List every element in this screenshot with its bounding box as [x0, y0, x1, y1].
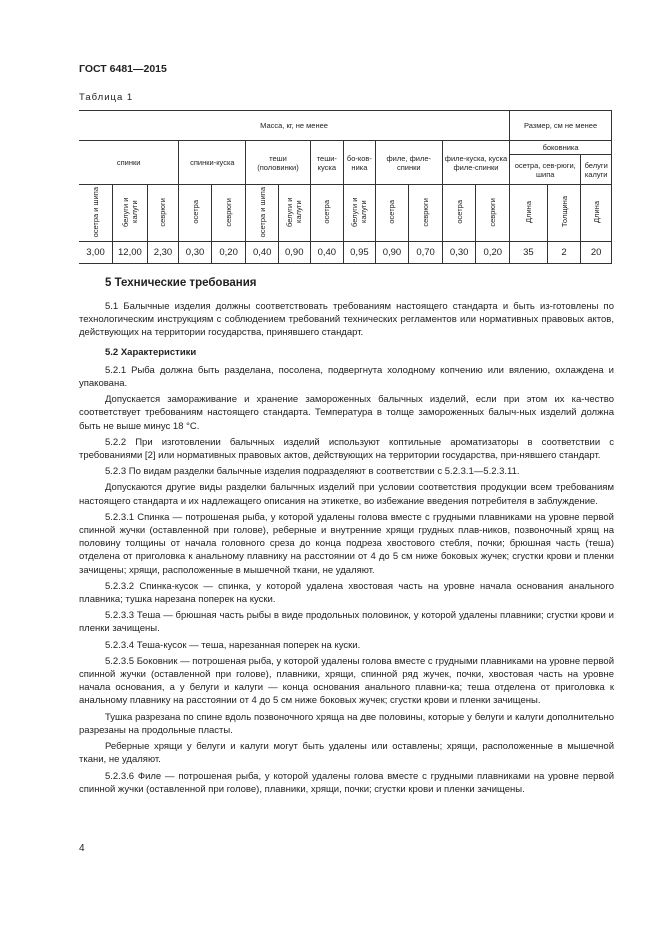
sub-header: белуги и калуги: [113, 185, 148, 242]
table-cell: 0,30: [442, 242, 476, 264]
paragraph: 5.2.3.4 Теша-кусок — теша, нарезанная поперек на куски.: [105, 639, 361, 651]
paragraph: Реберные хрящи у белуги и калуги могут быть удалены или оставлены; хрящи, расположенные в мышечной ткани, не удаляют.: [79, 741, 614, 766]
paragraph: Допускается замораживание и хранение замороженных балычных изделий, если при этом их ка-чество соответствует требованиям настоящего стандарта. Температура в толще замороженных балыч-ных изделий должна быть не выше минус 18 °С.: [79, 394, 614, 432]
table-cell: 0,90: [375, 242, 409, 264]
paragraph: 5.2.1 Рыба должна быть разделана, посолена, подвергнута холодному копчению или вялению, охлаждена и упакована.: [79, 364, 614, 390]
data-table: [79, 110, 612, 264]
sub-header: Длина: [581, 185, 612, 242]
group-teshi: теши (половинки): [246, 141, 310, 185]
table-cell: 35: [510, 242, 548, 264]
sub-header: Длина: [510, 185, 548, 242]
sub-header: севрюги: [409, 185, 443, 242]
size-header: Размер, см не менее: [510, 111, 612, 141]
bokovnik-header: боковника: [510, 141, 612, 155]
document-header: ГОСТ 6481—2015: [79, 63, 167, 75]
sub-header: белуги и калуги: [278, 185, 310, 242]
group-spinki-kuska: спинки-куска: [179, 141, 246, 185]
group-teshi-kuska: теши-куска: [310, 141, 344, 185]
sub-header: осетра: [179, 185, 212, 242]
sub-header: белуги и калуги: [344, 185, 376, 242]
group-file-kuska: филе-куска, куска филе-спинки: [442, 141, 509, 185]
table-cell: 20: [581, 242, 612, 264]
table-cell: 0,30: [179, 242, 212, 264]
table-caption: Таблица 1: [79, 92, 134, 103]
sub-header: осетра и шипа: [79, 185, 113, 242]
paragraph: 5.2.3.5 Боковник — потрошеная рыба, у которой удалены голова вместе с грудными плавниками на уровне первой спинной жучки (оставленной при голове), плавники, хрящи, спинной ряд жучек, почки, хвостовая часть на уровне начала основания, а у белуги и калуги — конца основания анального плавни-ка; теша отделена от приголовка к анальному плавнику на расстоянии от 4 до 5 см ниже боковых жучек; сгустки крови и пленки зачищены.: [79, 655, 615, 707]
table-cell: 0,90: [278, 242, 310, 264]
mass-header: Масса, кг, не менее: [79, 111, 510, 141]
sub-header: севрюги: [476, 185, 510, 242]
page-number: 4: [79, 843, 85, 854]
paragraph: Тушка разрезана по спине вдоль позвоночного хряща на две половины, которые у белуги и калуги дополнительно разрезаны на продольные пласты.: [79, 711, 614, 736]
paragraph: 5.2.3 По видам разделки балычные изделия подразделяют в соответствии с 5.2.3.1—5.2.3.11.: [105, 466, 520, 478]
section-title: 5 Технические требования: [105, 277, 257, 289]
group-bokovnika: бо-ков-ника: [344, 141, 376, 185]
table-cell: 0,95: [344, 242, 376, 264]
sub-header: осетра и шипа: [246, 185, 279, 242]
sub-header: осетра: [310, 185, 344, 242]
table-cell: 0,20: [211, 242, 246, 264]
sub-header: севрюги: [147, 185, 179, 242]
document-body: [79, 276, 614, 799]
table-cell: 2,30: [147, 242, 179, 264]
sub-header: осетра: [375, 185, 409, 242]
group-spinki: спинки: [79, 141, 179, 185]
sub-header: Толщина: [547, 185, 581, 242]
paragraph: 5.2.2 При изготовлении балычных изделий используют коптильные ароматизаторы в соответствии с требованиями [2] или нормативных правовых актов, действующих на территории государства, при-нявшего стандарт.: [79, 436, 614, 462]
paragraph: 5.2.3.6 Филе — потрошеная рыба, у которой удалены голова вместе с грудными плавниками на уровне первой спинной жучки (оставленной при голове), плавники, хрящи, почки; сгустки крови и пленки зачищены.: [79, 770, 614, 795]
table-cell: 0,70: [409, 242, 443, 264]
subsection-title: 5.2 Характеристики: [105, 346, 197, 358]
table-cell: 2: [547, 242, 581, 264]
paragraph: 5.2.3.3 Теша — брюшная часть рыбы в виде продольных половинок, у которой удалены плавники; сгустки крови и пленки зачищены.: [79, 610, 614, 635]
group-file: филе, филе-спинки: [375, 141, 442, 185]
group-belugi: белуги калуги: [581, 155, 612, 185]
table-cell: 12,00: [113, 242, 148, 264]
table-cell: 3,00: [79, 242, 113, 264]
sub-header: осетра: [442, 185, 476, 242]
paragraph: Допускаются другие виды разделки балычных изделий при условии соответствия продукции всем требованиям настоящего стандарта и их надлежащего описания на этикетке, во избежание введения потребителя в заблуждение.: [79, 482, 614, 507]
table-cell: 0,20: [476, 242, 510, 264]
sub-header: севрюги: [211, 185, 246, 242]
paragraph: 5.2.3.2 Спинка-кусок — спинка, у которой удалена хвостовая часть на уровне начала основания анального плавника; тушка нарезана поперек на куски.: [79, 580, 614, 606]
table-cell: 0,40: [310, 242, 344, 264]
table-cell: 0,40: [246, 242, 279, 264]
paragraph: 5.2.3.1 Спинка — потрошеная рыба, у которой удалены голова вместе с грудными плавниками на уровне первой спинной жучки (оставленной при голове), реберные и внутренние хрящи грудных плав-ников, позвоночный хрящ на половину толщины от начала головного среза до конца подреза хвостового стебля, почки; брюшная часть (теша) отделена от приголовка к анальному плавнику на расстоянии от 4 до 5 см ниже боковых жучек; сгустки крови и пленки зачищены; хрящи, расположенные в мышечной ткани, не удаляют.: [79, 511, 614, 576]
paragraph: 5.1 Балычные изделия должны соответствовать требованиям настоящего стандарта и быть из-готовлены по технологическим инструкциям с соблюдением требований технических регламентов или нормативных правовых актов, действующих на территории государства, принявшего стандарт.: [79, 301, 614, 339]
group-osetra-sevrugi: осетра, сев-рюги, шипа: [510, 155, 581, 185]
